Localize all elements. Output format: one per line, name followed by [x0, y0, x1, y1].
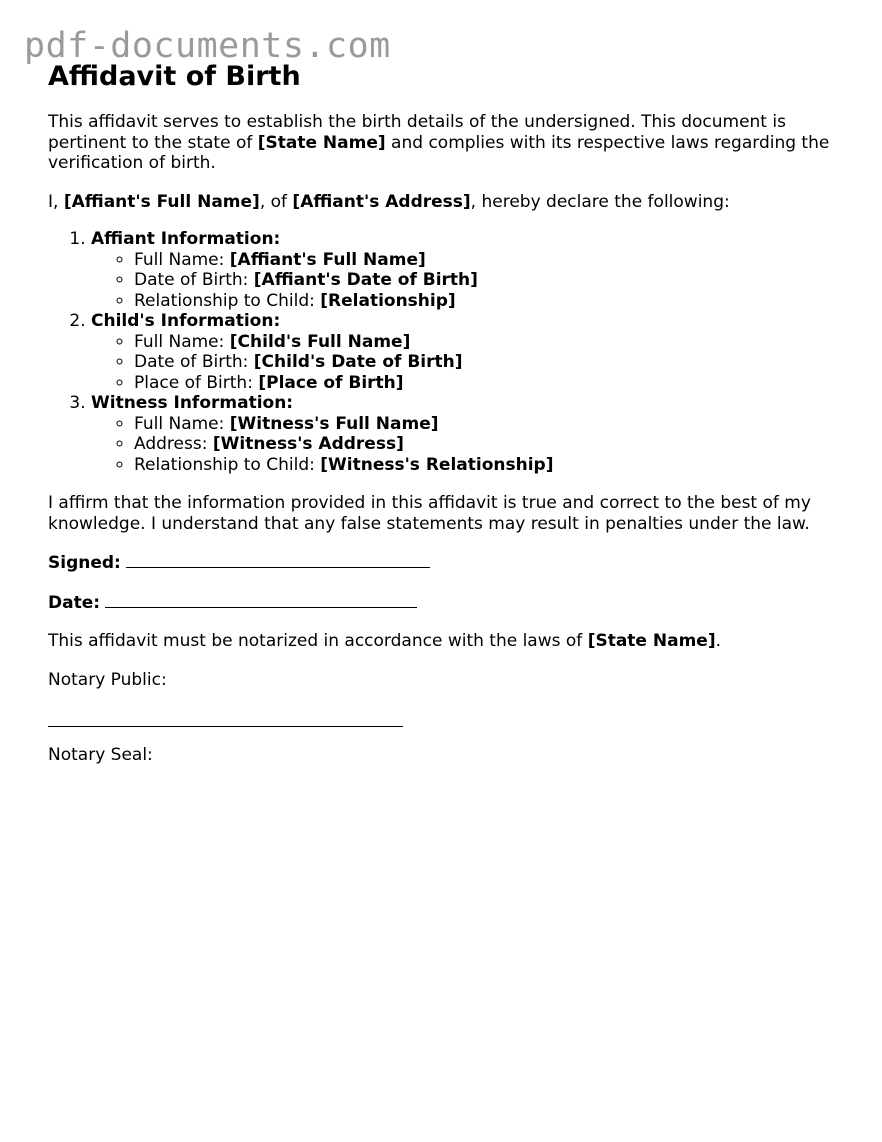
notary-seal-label: Notary Seal:: [48, 745, 153, 765]
list-item: [134, 332, 838, 353]
item-label: Full Name:: [134, 331, 230, 352]
list-item: [134, 352, 838, 373]
item-label: Full Name:: [134, 413, 230, 434]
item-label: Relationship to Child:: [134, 454, 321, 475]
document-title: Affidavit of Birth: [48, 61, 301, 92]
notarize-state-placeholder: [State Name]: [587, 631, 716, 651]
list-item: [134, 270, 838, 291]
declaration-address-placeholder: [Affiant's Address]: [292, 191, 471, 212]
item-value: [Child's Date of Birth]: [253, 352, 463, 372]
document: [48, 58, 838, 766]
watermark: pdf-documents.com: [24, 26, 391, 66]
notarize-text-after: .: [715, 631, 721, 651]
intro-text-after: and complies with its respective laws regarding the verification of birth.: [48, 132, 830, 173]
item-label: Place of Birth:: [134, 372, 259, 393]
signed-line: [48, 552, 838, 574]
item-label: Address:: [134, 434, 213, 454]
signed-label: Signed:: [48, 553, 121, 573]
intro-state-placeholder: [State Name]: [257, 132, 386, 153]
section-affiant: [91, 229, 838, 311]
section-heading: Child's Information:: [91, 311, 281, 331]
item-value: [Witness's Full Name]: [229, 413, 439, 434]
list-item: [134, 434, 838, 455]
item-value: [Relationship]: [320, 290, 456, 311]
list-item: [134, 250, 838, 271]
signature-blank[interactable]: [126, 552, 430, 568]
section-items: [91, 414, 838, 476]
date-blank[interactable]: [105, 592, 417, 608]
item-value: [Affiant's Full Name]: [229, 249, 426, 270]
list-item: [134, 373, 838, 394]
date-label: Date:: [48, 592, 101, 613]
item-label: Relationship to Child:: [134, 290, 321, 311]
declaration-prefix: I,: [48, 191, 64, 212]
item-value: [Child's Full Name]: [229, 331, 411, 352]
item-value: [Witness's Address]: [212, 434, 404, 454]
section-items: [91, 332, 838, 394]
section-heading: Witness Information:: [91, 393, 294, 413]
item-label: Full Name:: [134, 249, 230, 270]
item-label: Date of Birth:: [134, 352, 254, 372]
intro-paragraph: [48, 112, 838, 174]
intro-text-before: This affidavit serves to establish the birth details of the undersigned. This document is pertinent to the state of: [48, 112, 786, 153]
notarize-text-before: This affidavit must be notarized in accordance with the laws of: [48, 631, 588, 651]
affirmation-paragraph: I affirm that the information provided in this affidavit is true and correct to the best of my knowledge. I understand that any false statements may result in penalties under the law.: [48, 493, 811, 534]
declaration-suffix: , hereby declare the following:: [470, 191, 730, 212]
declaration-middle: , of: [259, 191, 293, 212]
notary-signature-blank[interactable]: [48, 726, 403, 727]
item-label: Date of Birth:: [134, 270, 254, 290]
declaration-name-placeholder: [Affiant's Full Name]: [63, 191, 260, 212]
item-value: [Place of Birth]: [258, 372, 404, 393]
section-heading: Affiant Information:: [91, 229, 281, 249]
item-value: [Witness's Relationship]: [320, 454, 554, 475]
list-item: [134, 414, 838, 435]
date-line: [48, 592, 838, 614]
information-list: [48, 229, 838, 475]
section-witness: [91, 393, 838, 475]
section-child: [91, 311, 838, 393]
section-items: [91, 250, 838, 312]
notarize-paragraph: [48, 631, 838, 652]
declaration-paragraph: [48, 192, 838, 213]
notary-public-label: Notary Public:: [48, 669, 167, 690]
item-value: [Affiant's Date of Birth]: [253, 270, 478, 290]
list-item: [134, 455, 838, 476]
list-item: [134, 291, 838, 312]
